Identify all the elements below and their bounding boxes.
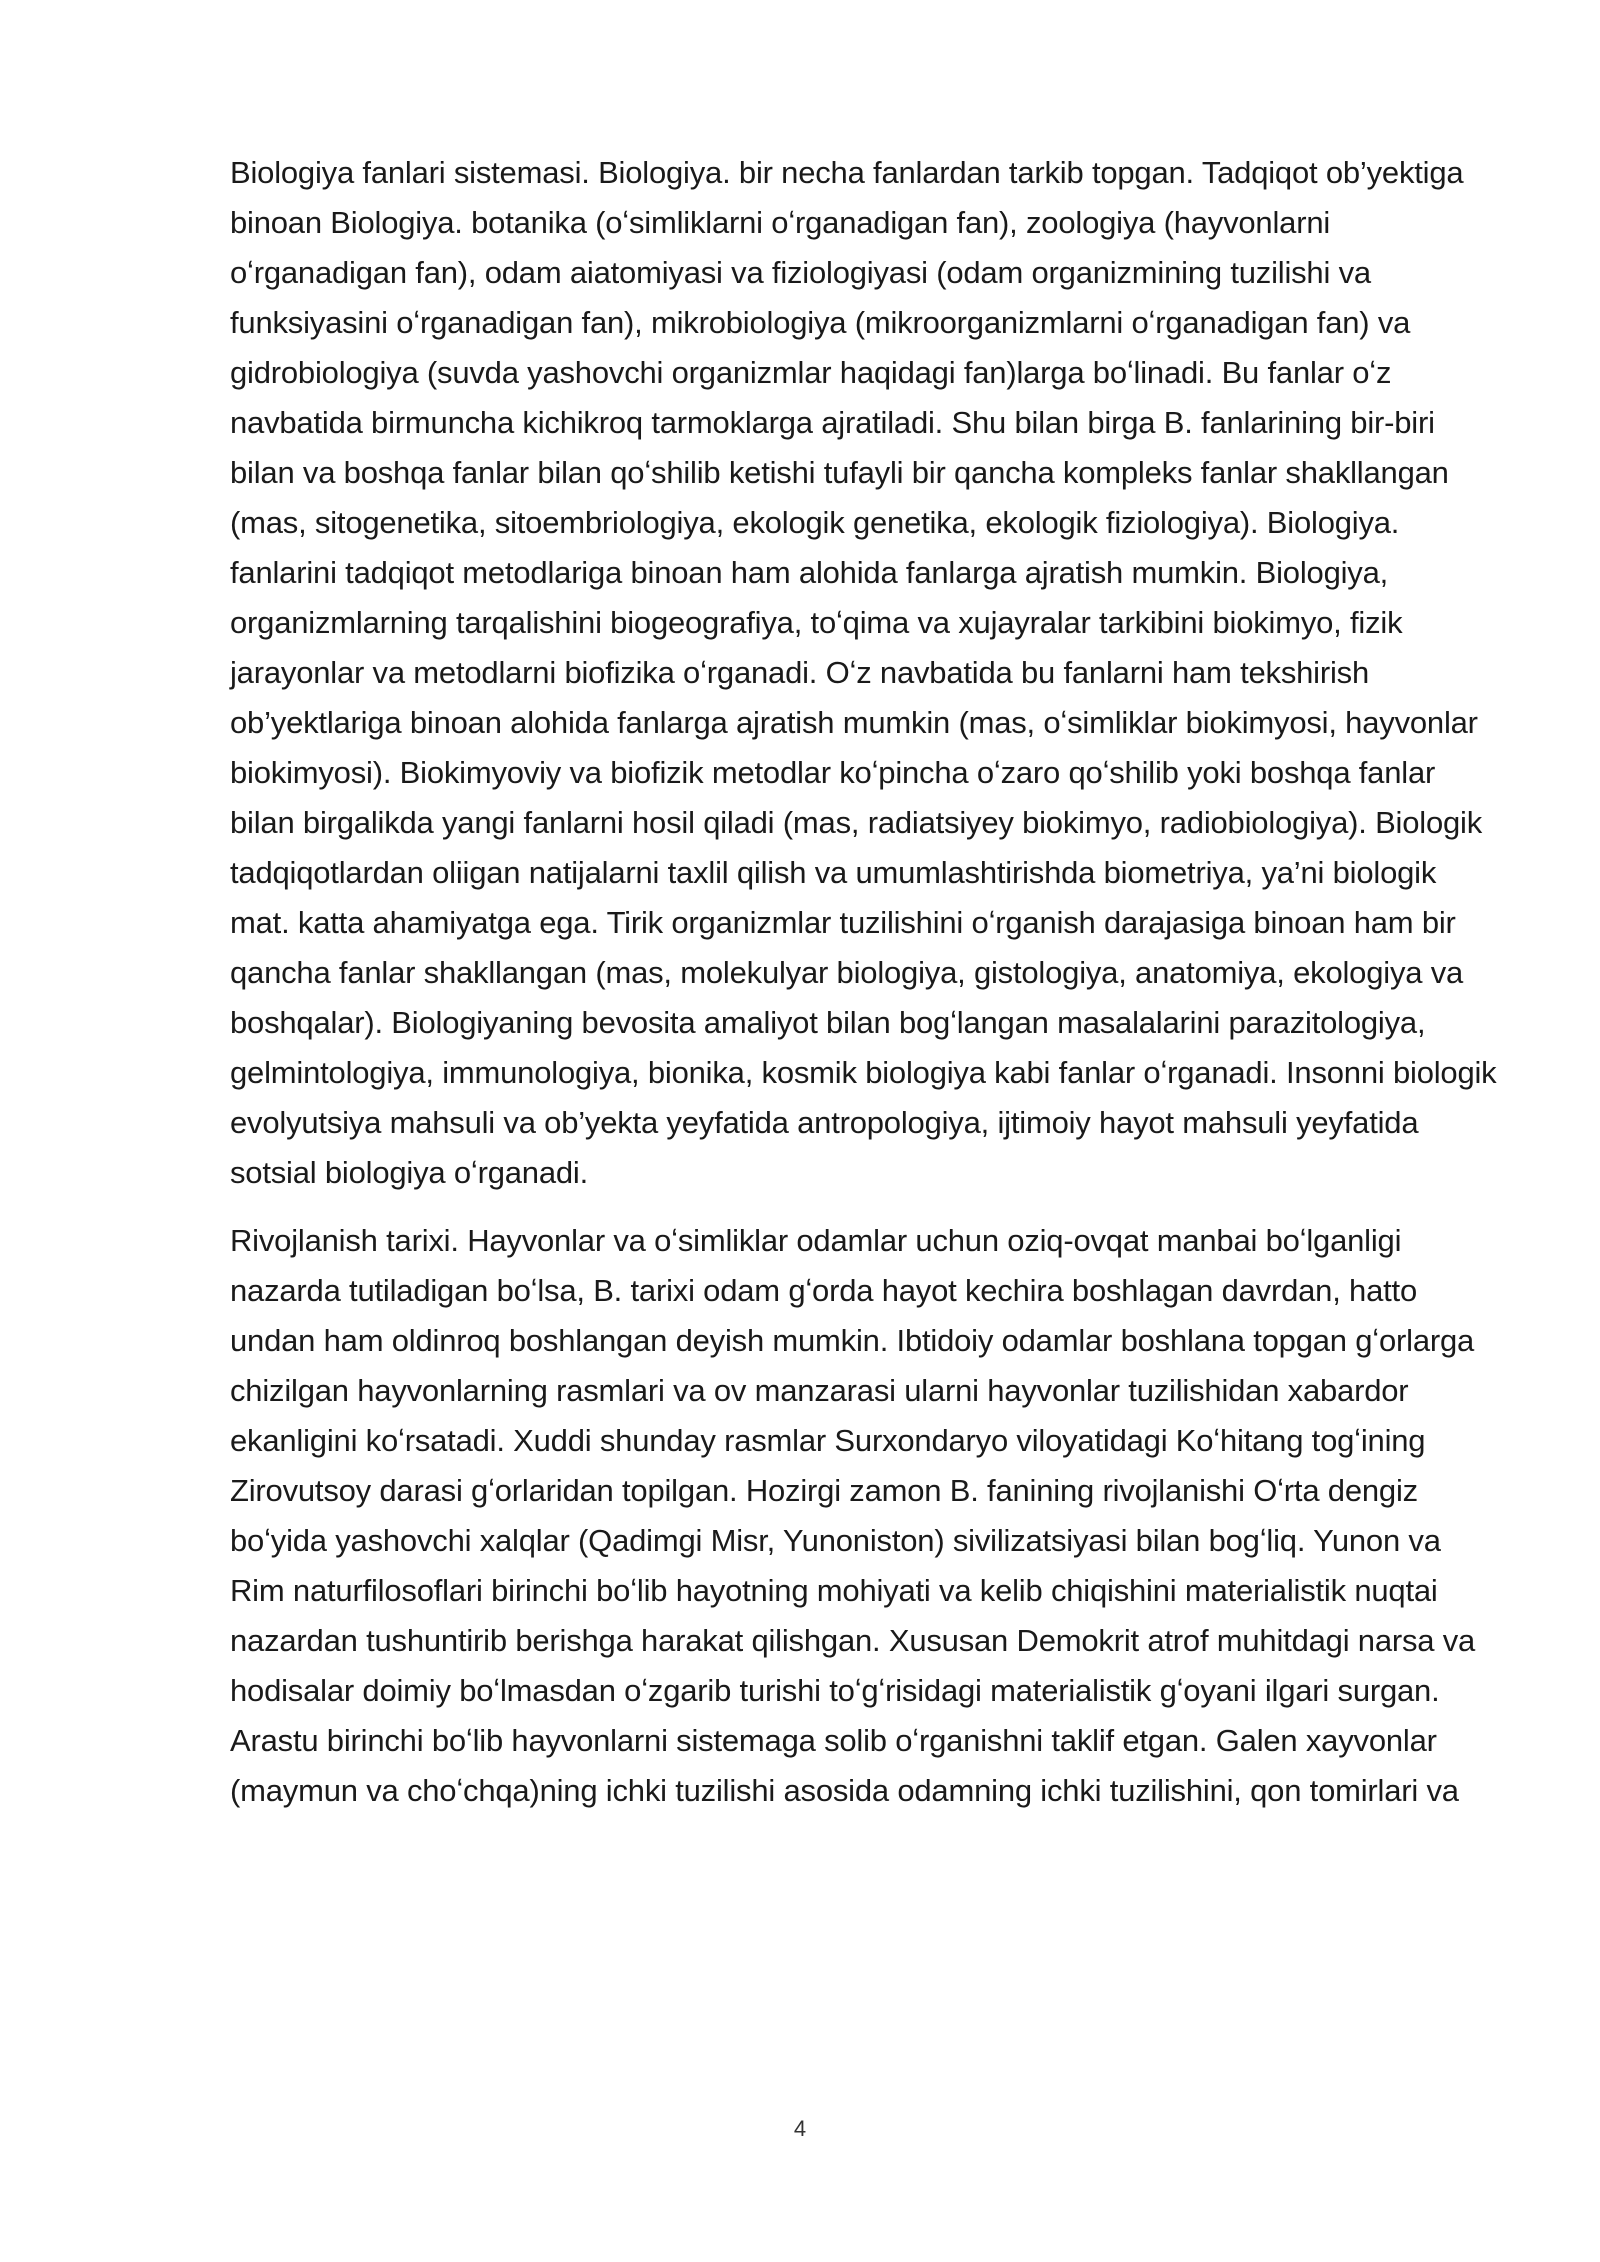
paragraph-development-history: Rivojlanish tarixi. Hayvonlar va oʻsimliklar odamlar uchun oziq-ovqat manbai boʻlganligi nazarda tutiladigan boʻlsa, B. tarixi odam gʻorda hayot kechira boshlagan davrdan, hatto undan ham oldinroq boshlangan deyish mumkin. Ibtidoiy odamlar boshlana topgan gʻorlarga chizilgan hayvonlarning rasmlari va ov manzarasi ularni hayvonlar tuzilishidan xabardor ekanligini koʻrsatadi. Xuddi shunday rasmlar Surxondaryo viloyatidagi Koʻhitang togʻining Zirovutsoy darasi gʻorlaridan topilgan. Hozirgi zamon B. fanining rivojlanishi Oʻrta dengiz boʻyida yashovchi xalqlar (Qadimgi Misr, Yunoniston) sivilizatsiyasi bilan bogʻliq. Yunon va Rim naturfilosoflari birinchi boʻlib hayotning mohiyati va kelib chiqishini materialistik nuqtai nazardan tushuntirib berishga harakat qilishgan. Xususan Demokrit atrof muhitdagi narsa va hodisalar doimiy boʻlmasdan oʻzgarib turishi toʻgʻrisidagi materialistik gʻoyani ilgari surgan. Arastu birinchi boʻlib hayvonlarni sistemaga solib oʻrganishni taklif etgan. Galen xayvonlar (maymun va choʻchqa)ning ichki tuzilishi asosida odamning ichki tuzilishini, qon tomirlari va — [230, 1223, 1476, 1808]
paragraph-biology-systems: Biologiya fanlari sistemasi. Biologiya. bir necha fanlardan tarkib topgan. Tadqiqot ob’yektiga binoan Biologiya. botanika (oʻsimliklarni oʻrganadigan fan), zoologiya (hayvonlarni oʻrganadigan fan), odam aiatomiyasi va fiziologiyasi (odam organizmining tuzilishi va funksiyasini oʻrganadigan fan), mikrobiologiya (mikroorganizmlarni oʻrganadigan fan) va gidrobiologiya (suvda yashovchi organizmlar haqidagi fan)larga boʻlinadi. Bu fanlar oʻz navbatida birmuncha kichikroq tarmoklarga ajratiladi. Shu bilan birga B. fanlarining bir-biri bilan va boshqa fanlar bilan qoʻshilib ketishi tufayli bir qancha kompleks fanlar shakllangan (mas, sitogenetika, sitoembriologiya, ekologik genetika, ekologik fiziologiya). Biologiya. fanlarini tadqiqot metodlariga binoan ham alohida fanlarga ajratish mumkin. Biologiya, organizmlarning tarqalishini biogeografiya, toʻqima va xujayralar tarkibini biokimyo, fizik jarayonlar va metodlarni biofizika oʻrganadi. Oʻz navbatida bu fanlarni ham tekshirish ob’yektlariga binoan alohida fanlarga ajratish mumkin (mas, oʻsimliklar biokimyosi, hayvonlar biokimyosi). Biokimyoviy va biofizik metodlar koʻpincha oʻzaro qoʻshilib yoki boshqa fanlar bilan birgalikda yangi fanlarni hosil qiladi (mas, radiatsiyey biokimyo, radiobiologiya). Biologik tadqiqotlardan oliigan natijalarni taxlil qilish va umumlashtirishda biometriya, ya’ni biologik mat. katta ahamiyatga ega. Tirik organizmlar tuzilishini oʻrganish darajasiga binoan ham bir qancha fanlar shakllangan (mas, molekulyar biologiya, gistologiya, anatomiya, ekologiya va boshqalar). Biologiyaning bevosita amaliyot bilan bogʻlangan masalalarini parazitologiya, gelmintologiya, immunologiya, bionika, kosmik biologiya kabi fanlar oʻrganadi. Insonni biologik evolyutsiya mahsuli va ob’yekta yeyfatida antropologiya, ijtimoiy hayot mahsuli yeyfatida sotsial biologiya oʻrganadi. — [230, 155, 1497, 1190]
document-body — [230, 148, 1500, 1834]
page-number: 4 — [793, 2116, 807, 2141]
